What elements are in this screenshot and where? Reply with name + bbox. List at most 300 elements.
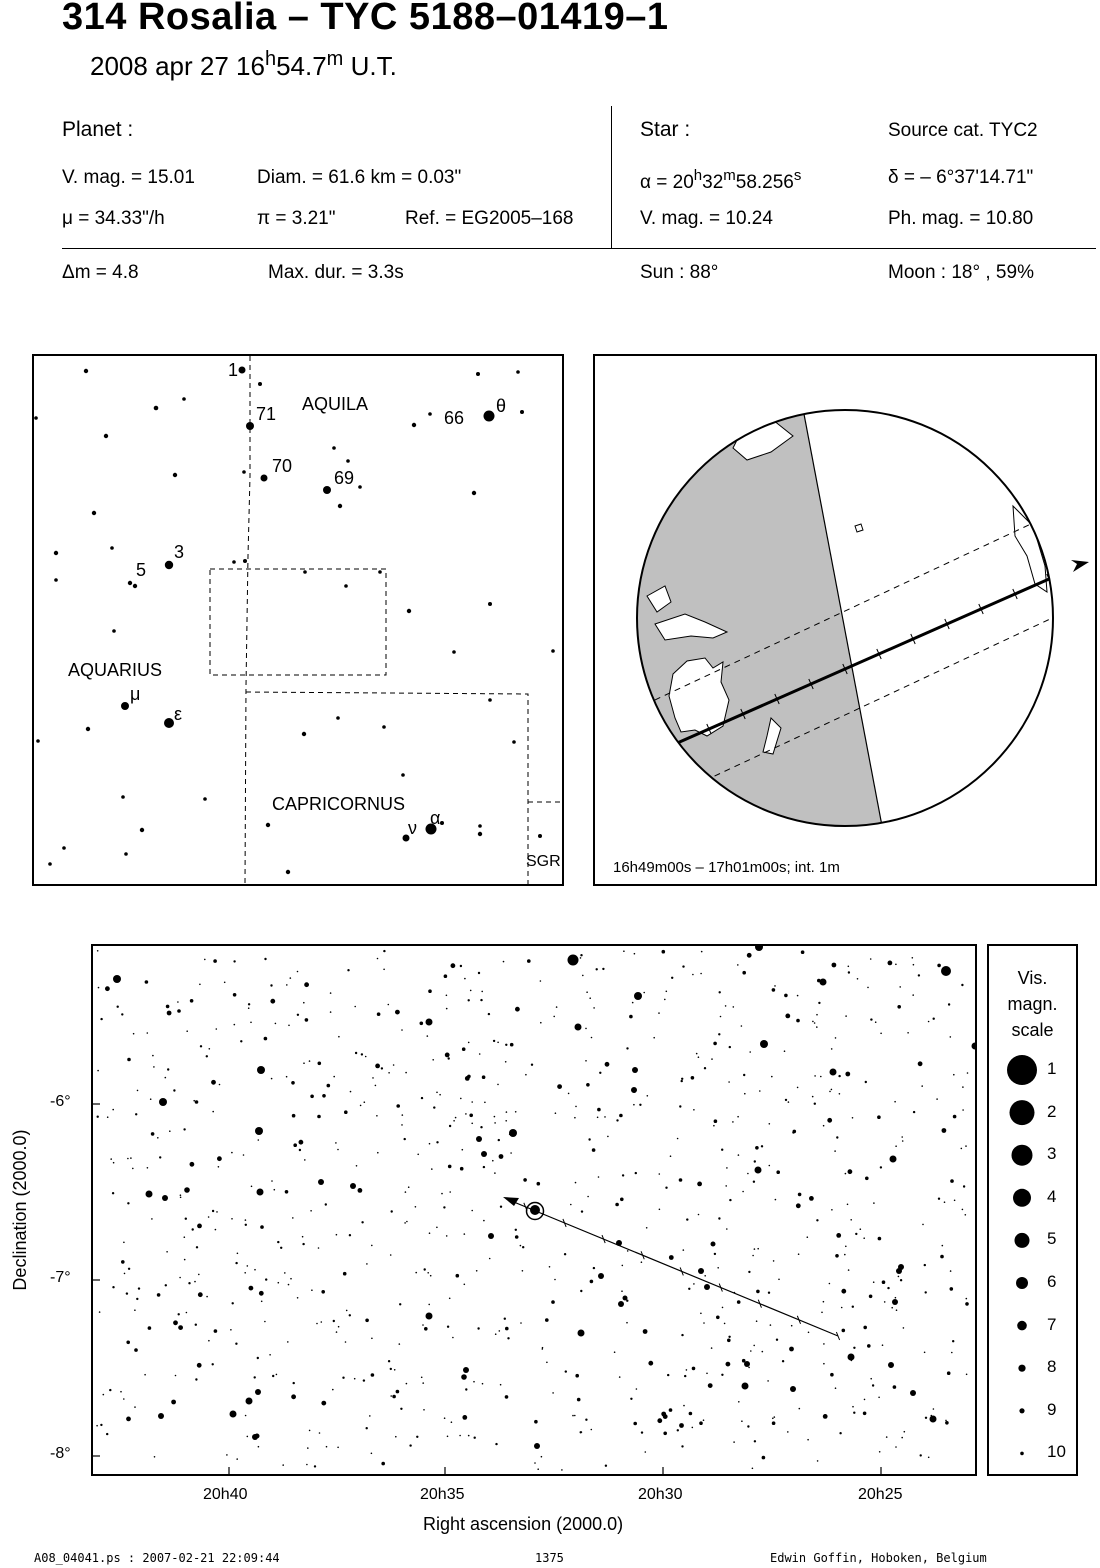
- detail-star: [681, 1445, 683, 1447]
- detail-star: [693, 1109, 695, 1111]
- detail-star: [208, 1340, 210, 1342]
- detail-star: [245, 1219, 247, 1221]
- x-tick-label-20h25: 20h25: [858, 1486, 903, 1503]
- detail-star: [722, 1307, 724, 1309]
- detail-star: [195, 1378, 197, 1380]
- detail-star: [100, 1424, 102, 1426]
- detail-star: [814, 1103, 816, 1105]
- detail-star: [498, 1139, 500, 1141]
- detail-star: [271, 1078, 273, 1080]
- detail-star: [274, 1189, 276, 1191]
- detail-star: [776, 1170, 780, 1174]
- scale-dot-8: [1018, 1365, 1025, 1372]
- detail-star: [682, 965, 684, 967]
- detail-star: [823, 1414, 828, 1419]
- detail-star: [286, 1076, 288, 1078]
- detail-star: [336, 1234, 338, 1236]
- finder-star: [173, 473, 177, 477]
- detail-star: [304, 1159, 306, 1161]
- detail-star: [417, 1154, 419, 1156]
- detail-bright-star: [704, 1284, 710, 1290]
- detail-star: [686, 1218, 688, 1220]
- detail-star: [557, 1084, 562, 1089]
- detail-star: [126, 1341, 130, 1345]
- detail-star: [248, 1003, 250, 1005]
- y-tick-label-7: -7°: [50, 1269, 71, 1286]
- detail-star: [468, 999, 470, 1001]
- detail-star: [670, 1155, 672, 1157]
- detail-star: [354, 1006, 356, 1008]
- finder-star: [110, 546, 114, 550]
- earth-globe-panel: [593, 354, 1097, 886]
- detail-star: [933, 1408, 935, 1410]
- detail-star: [430, 1275, 432, 1277]
- detail-star: [894, 1101, 896, 1103]
- detail-star: [948, 1003, 950, 1005]
- detail-star: [420, 1022, 424, 1026]
- detail-star: [453, 1120, 455, 1122]
- detail-star: [827, 1118, 832, 1123]
- detail-star: [832, 963, 837, 968]
- detail-star: [470, 990, 472, 992]
- detail-bright-star: [246, 1398, 253, 1405]
- detail-star: [823, 1125, 825, 1127]
- detail-star: [829, 1283, 831, 1285]
- detail-star: [366, 1263, 368, 1265]
- detail-star: [775, 1199, 777, 1201]
- detail-star: [701, 951, 703, 953]
- detail-star: [395, 1010, 400, 1015]
- detail-star: [245, 1224, 247, 1226]
- detail-star: [706, 1373, 708, 1375]
- detail-star: [193, 1100, 195, 1102]
- detail-star: [254, 1376, 256, 1378]
- detail-star: [499, 1330, 501, 1332]
- detail-star: [721, 1149, 723, 1151]
- detail-star: [880, 1033, 882, 1035]
- detail-star: [364, 1101, 366, 1103]
- detail-star: [494, 1172, 496, 1174]
- detail-star: [872, 1384, 874, 1386]
- detail-star: [231, 1218, 233, 1220]
- detail-star: [961, 1148, 963, 1150]
- detail-star: [580, 954, 582, 956]
- detail-star: [829, 1091, 831, 1093]
- detail-star: [525, 1074, 527, 1076]
- detail-star: [546, 1362, 548, 1364]
- detail-star: [869, 1295, 873, 1299]
- detail-star: [961, 984, 963, 986]
- detail-star: [196, 1246, 198, 1248]
- finder-star: [551, 649, 555, 653]
- detail-star: [556, 1006, 558, 1008]
- detail-star: [449, 1298, 451, 1300]
- detail-star: [863, 1237, 865, 1239]
- detail-star: [338, 1036, 340, 1038]
- detail-star: [646, 1227, 648, 1229]
- detail-star: [534, 1420, 538, 1424]
- detail-star: [711, 1058, 713, 1060]
- detail-bright-star: [598, 1273, 604, 1279]
- detail-star: [732, 1121, 734, 1123]
- detail-star: [867, 987, 869, 989]
- detail-star: [286, 984, 288, 986]
- detail-star: [372, 1077, 374, 1079]
- detail-star: [842, 1329, 846, 1333]
- detail-star: [647, 1095, 649, 1097]
- detail-star: [244, 1272, 246, 1274]
- detail-star: [629, 1015, 633, 1019]
- detail-star: [269, 1354, 271, 1356]
- detail-star: [893, 1385, 897, 1389]
- detail-star: [184, 1259, 186, 1261]
- detail-star: [768, 1292, 770, 1294]
- detail-star: [954, 1200, 956, 1202]
- detail-star: [831, 1048, 833, 1050]
- planet-vmag: V. mag. = 15.01: [62, 167, 195, 188]
- finder-star: [34, 416, 38, 420]
- finder-star: [203, 797, 207, 801]
- detail-star: [853, 1347, 855, 1349]
- detail-star: [515, 1235, 519, 1239]
- detail-star: [792, 1131, 794, 1133]
- detail-star: [726, 1167, 728, 1169]
- detail-star: [195, 1100, 199, 1104]
- magnitude-scale-panel: [987, 944, 1078, 1476]
- detail-star: [424, 1268, 426, 1270]
- detail-star: [190, 999, 194, 1003]
- detail-star: [257, 1357, 259, 1359]
- detail-star: [314, 1465, 316, 1467]
- detail-star: [542, 1348, 544, 1350]
- detail-star: [112, 1109, 114, 1111]
- detail-bright-star: [463, 1367, 469, 1373]
- detail-star: [580, 1431, 582, 1433]
- detail-star: [505, 1044, 507, 1046]
- finder-star: [258, 382, 262, 386]
- detail-star: [113, 1162, 115, 1164]
- detail-bright-star: [481, 1151, 487, 1157]
- detail-star: [688, 1288, 690, 1290]
- finder-star: [232, 560, 236, 564]
- detail-star: [593, 1267, 595, 1269]
- detail-star: [206, 1296, 208, 1298]
- detail-star: [215, 1229, 217, 1231]
- scale-title-2: magn.: [1007, 994, 1058, 1014]
- moon-elongation: Moon : 18° , 59%: [888, 262, 1034, 283]
- detail-star: [814, 1022, 816, 1024]
- detail-star: [436, 1141, 438, 1143]
- detail-star: [219, 1084, 221, 1086]
- detail-star: [540, 1022, 542, 1024]
- star-label-alpha: α: [430, 808, 441, 828]
- detail-star: [744, 1093, 746, 1095]
- detail-star: [166, 1005, 170, 1009]
- detail-bright-star: [848, 1354, 855, 1361]
- detail-star: [326, 1446, 328, 1448]
- detail-star: [459, 1435, 461, 1437]
- detail-star: [383, 950, 385, 952]
- detail-star: [733, 1441, 735, 1443]
- detail-star: [823, 1343, 825, 1345]
- scale-label-2: 2: [1047, 1101, 1057, 1121]
- sun-elongation: Sun : 88°: [640, 262, 719, 283]
- detail-star: [383, 969, 385, 971]
- detail-star: [235, 1262, 237, 1264]
- detail-star: [198, 1292, 203, 1297]
- detail-star: [482, 1075, 486, 1079]
- detail-star: [175, 1375, 177, 1377]
- star-phmag: Ph. mag. = 10.80: [888, 208, 1034, 229]
- detail-star: [692, 974, 694, 976]
- detail-star: [105, 986, 110, 991]
- detail-star: [671, 977, 673, 979]
- detail-star: [907, 1032, 909, 1034]
- earth-globe-svg: [595, 356, 1095, 884]
- scale-label-5: 5: [1047, 1229, 1057, 1249]
- detail-star: [784, 994, 788, 998]
- detail-star: [634, 953, 636, 955]
- detail-star: [626, 1322, 628, 1324]
- detail-star: [424, 1327, 428, 1331]
- footer-author: Edwin Goffin, Hoboken, Belgium: [770, 1551, 987, 1565]
- detail-star: [852, 1406, 854, 1408]
- detail-star: [504, 1318, 506, 1320]
- detail-star: [392, 1395, 396, 1399]
- finder-star: [36, 739, 40, 743]
- detail-star: [782, 1360, 784, 1362]
- finder-star: [346, 459, 350, 463]
- detail-star: [798, 1253, 800, 1255]
- detail-star: [106, 1433, 108, 1435]
- detail-star: [515, 1111, 517, 1113]
- detail-star: [830, 1373, 834, 1377]
- detail-star: [767, 1380, 769, 1382]
- detail-star: [346, 1310, 348, 1312]
- detail-star: [704, 1067, 706, 1069]
- detail-star: [561, 1469, 563, 1471]
- detail-star: [888, 961, 893, 966]
- detail-star: [549, 1266, 551, 1268]
- detail-star: [365, 1319, 369, 1323]
- detail-star: [947, 1371, 951, 1375]
- detail-star: [729, 1046, 731, 1048]
- detail-star: [321, 1321, 323, 1323]
- detail-star: [291, 1081, 295, 1085]
- detail-star: [177, 1001, 179, 1003]
- finder-star: [516, 370, 520, 374]
- detail-star: [408, 1186, 410, 1188]
- detail-star: [844, 1254, 846, 1256]
- detail-star: [541, 1456, 543, 1458]
- detail-star: [797, 1087, 799, 1089]
- detail-star: [938, 1198, 940, 1200]
- detail-star: [399, 1303, 401, 1305]
- detail-star: [441, 1193, 443, 1195]
- detail-star: [604, 1116, 606, 1118]
- detail-star: [292, 1114, 296, 1118]
- detail-star: [714, 1119, 718, 1123]
- detail-star: [627, 1250, 629, 1252]
- detail-star: [725, 1185, 727, 1187]
- detail-star: [952, 1340, 954, 1342]
- detail-star: [728, 1081, 730, 1083]
- detail-bright-star: [742, 1383, 749, 1390]
- detail-star: [912, 957, 914, 959]
- detail-star: [484, 1102, 486, 1104]
- detail-star: [399, 1343, 401, 1345]
- detail-star: [178, 1325, 183, 1330]
- detail-star: [950, 1270, 952, 1272]
- detail-star: [540, 980, 542, 982]
- detail-star: [121, 1260, 125, 1264]
- scale-svg: [989, 946, 1076, 1474]
- detail-star: [643, 1329, 648, 1334]
- detail-star: [835, 1254, 839, 1258]
- detail-star: [376, 1115, 378, 1117]
- detail-star: [641, 1431, 643, 1433]
- detail-star: [317, 1115, 321, 1119]
- label-capricornus: CAPRICORNUS: [272, 794, 406, 814]
- detail-star: [337, 1447, 339, 1449]
- detail-bright-star: [530, 1205, 540, 1215]
- detail-star: [123, 1398, 125, 1400]
- detail-star: [464, 1284, 466, 1286]
- detail-star: [391, 1210, 393, 1212]
- detail-star: [653, 1037, 655, 1039]
- detail-star: [677, 1429, 679, 1431]
- detail-bright-star: [910, 1390, 916, 1396]
- detail-star: [478, 972, 480, 974]
- finder-star: [239, 367, 246, 374]
- detail-star: [596, 968, 598, 970]
- detail-star: [704, 1275, 706, 1277]
- finder-star: [121, 702, 129, 710]
- detail-star: [717, 1267, 719, 1269]
- detail-star: [820, 1076, 822, 1078]
- finder-star: [104, 434, 108, 438]
- label-aquarius: AQUARIUS: [68, 660, 163, 680]
- detail-bright-star: [230, 1411, 237, 1418]
- finder-star: [48, 862, 52, 866]
- detail-star: [585, 1028, 587, 1030]
- info-divider-horizontal: [62, 248, 1096, 249]
- detail-bright-star: [255, 1434, 260, 1439]
- detail-star: [109, 1389, 111, 1391]
- detail-star: [446, 1235, 448, 1237]
- detail-bright-star: [146, 1191, 153, 1198]
- detail-star: [462, 1415, 467, 1420]
- detail-star: [97, 1116, 99, 1118]
- detail-star: [841, 1307, 843, 1309]
- detail-star: [747, 1425, 749, 1427]
- detail-star: [598, 1176, 600, 1178]
- detail-star: [809, 1196, 814, 1201]
- detail-star: [823, 1301, 825, 1303]
- detail-star: [316, 1323, 318, 1325]
- detail-star: [669, 1255, 674, 1260]
- detail-star: [381, 1067, 383, 1069]
- detail-star: [683, 1249, 685, 1251]
- detail-star: [743, 1074, 745, 1076]
- detail-star: [333, 1320, 335, 1322]
- detail-star: [748, 1367, 750, 1369]
- star-label-nu: ν: [408, 818, 417, 838]
- detail-bright-star: [755, 1167, 762, 1174]
- detail-star: [375, 1085, 377, 1087]
- detail-star: [865, 1177, 869, 1181]
- detail-star: [415, 1272, 417, 1274]
- star-label-1: 1: [228, 360, 239, 380]
- detail-star: [429, 1143, 431, 1145]
- detail-star: [345, 1341, 347, 1343]
- detail-star: [684, 1375, 686, 1377]
- detail-star: [863, 1326, 867, 1330]
- y-tick-label-6: -6°: [50, 1093, 71, 1110]
- detail-star: [260, 1225, 264, 1229]
- star-label-5: 5: [136, 560, 147, 580]
- detail-star: [962, 1209, 964, 1211]
- detail-star: [333, 1076, 335, 1078]
- detail-star: [962, 1109, 964, 1111]
- detail-star: [309, 1060, 311, 1062]
- finder-star: [266, 823, 270, 827]
- detail-star: [406, 1383, 408, 1385]
- detail-bright-star: [711, 1242, 716, 1247]
- detail-star: [754, 1440, 756, 1442]
- detail-bright-star: [941, 966, 951, 976]
- detail-star: [838, 1075, 840, 1077]
- detail-star: [427, 1272, 429, 1274]
- finder-star: [344, 584, 348, 588]
- detail-star: [145, 980, 149, 984]
- detail-star: [719, 991, 721, 993]
- detail-star: [643, 992, 645, 994]
- planet-motion: μ = 34.33"/h: [62, 208, 165, 229]
- detail-star: [615, 1203, 619, 1207]
- detail-star: [621, 1290, 623, 1292]
- detail-star: [477, 1327, 479, 1329]
- detail-star: [522, 1270, 524, 1272]
- detail-star: [860, 1228, 862, 1230]
- detail-star: [173, 1089, 175, 1091]
- detail-star: [887, 1287, 889, 1289]
- detail-star: [944, 1201, 946, 1203]
- detail-star: [729, 1199, 731, 1201]
- detail-star: [240, 1040, 242, 1042]
- detail-star: [179, 1277, 181, 1279]
- detail-star: [186, 1030, 188, 1032]
- detail-star: [937, 964, 941, 968]
- detail-star: [377, 958, 379, 960]
- detail-star: [839, 1093, 841, 1095]
- finder-star: [182, 397, 186, 401]
- detail-star: [422, 1324, 424, 1326]
- detail-star: [462, 1047, 466, 1051]
- detail-bright-star: [488, 1233, 494, 1239]
- detail-star: [568, 1093, 570, 1095]
- detail-star: [212, 1210, 214, 1212]
- detail-star: [309, 1430, 311, 1432]
- detail-star: [755, 1146, 759, 1150]
- detail-star: [264, 1321, 266, 1323]
- detail-star: [311, 1289, 313, 1291]
- detail-star: [404, 1138, 406, 1140]
- detail-star: [169, 1130, 171, 1132]
- detail-star: [174, 1323, 176, 1325]
- detail-star: [588, 1138, 590, 1140]
- detail-star: [197, 1224, 202, 1229]
